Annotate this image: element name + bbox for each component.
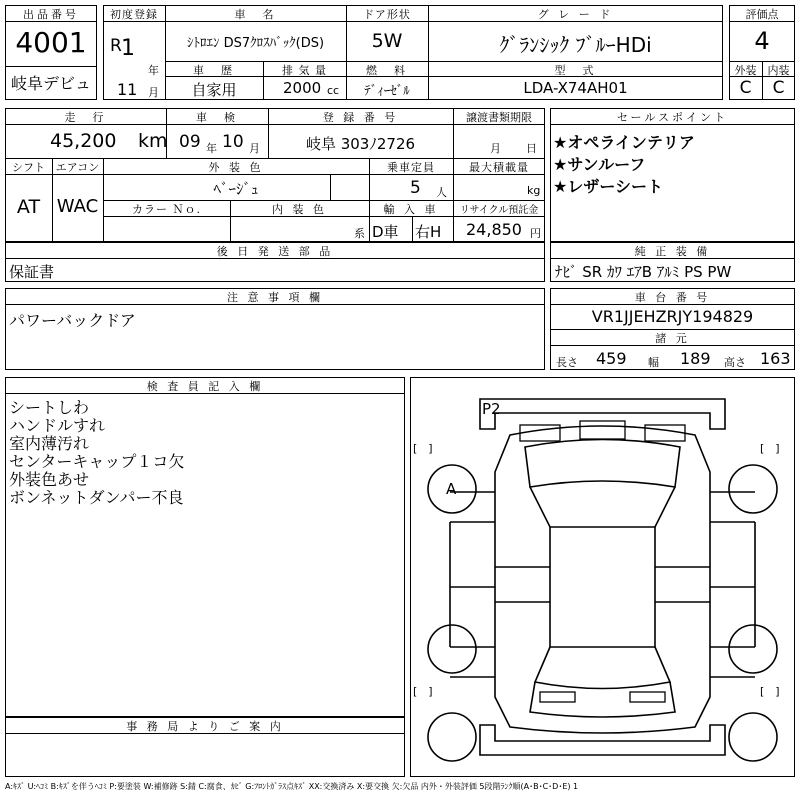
office-header: 事 務 局 よ り ご 案 内	[126, 720, 284, 733]
venue: 岐阜デビュ	[10, 74, 91, 93]
inspection-year-unit: 年	[206, 142, 217, 155]
import-header: 輸 入 車	[383, 203, 439, 216]
grade: ｸﾞﾗﾝｼｯｸ ﾌﾞﾙｰHDi	[499, 33, 652, 57]
first-reg-header: 初度登録	[110, 8, 158, 21]
inspection-year: 09	[179, 132, 201, 152]
grade-header: グ レ ー ド	[537, 8, 614, 21]
vehicle-details-box	[5, 108, 545, 242]
notes: パワーバックドア	[9, 311, 136, 330]
width: 189	[680, 349, 711, 368]
inspector-line-5: 外装色あせ	[9, 470, 90, 489]
damage-mark-p2: P2	[482, 400, 501, 418]
damage-mark-a: A	[446, 480, 457, 498]
width-label: 幅	[648, 356, 659, 369]
int-grade: C	[772, 78, 785, 98]
fuel: ﾃﾞｨｰｾﾞﾙ	[364, 84, 410, 99]
max-load-header: 最大積載量	[469, 161, 529, 174]
lot-no: 4001	[15, 26, 87, 59]
length-label: 長さ	[556, 356, 578, 369]
max-load-unit: kg	[527, 184, 541, 197]
cc-unit: cc	[327, 84, 340, 97]
recycle-unit: 円	[530, 227, 541, 240]
import-d: D車	[372, 223, 399, 241]
legend: A:ｷｽﾞ U:ﾍｺﾐ B:ｷｽﾞを伴うﾍｺﾐ P:要塗装 W:補修跡 S:錆 C:腐食、ｶﾋﾞ G:ﾌﾛﾝﾄｶﾞﾗｽ点ｷｽﾞ XX:交換済み X:要交換 欠:欠品 内外・外装評価 5段階ﾗﾝｸ順(A･B･C･D･E) 1	[5, 782, 579, 791]
bracket-right-top: [ ]	[760, 442, 780, 455]
dims-header: 諸 元	[655, 332, 690, 345]
length: 459	[596, 349, 627, 368]
transfer-header: 譲渡書類期限	[466, 111, 532, 124]
mileage-header: 走 行	[64, 111, 107, 124]
bracket-right-bottom: [ ]	[760, 685, 780, 698]
month-unit: 月	[148, 86, 159, 99]
model-header: 型 式	[554, 64, 597, 77]
interior-color-header: 内 装 色	[272, 203, 327, 216]
lot-no-header: 出品番号	[23, 8, 79, 21]
int-header: 内装	[767, 64, 790, 77]
history: 自家用	[191, 81, 237, 99]
first-reg-month: 11	[117, 80, 138, 99]
exterior-color-header: 外 装 色	[208, 161, 264, 174]
inspection-month-unit: 月	[249, 142, 260, 155]
exterior-color: ﾍﾞｰｼﾞｭ	[213, 180, 259, 198]
ac: WAC	[56, 196, 99, 217]
model: LDA-X74AH01	[523, 79, 628, 97]
sales-point-1: ★オペラインテリア	[553, 133, 695, 152]
sales-point-3: ★レザーシート	[553, 177, 664, 196]
fuel-header: 燃 料	[366, 64, 408, 77]
mileage: 45,200	[50, 130, 117, 152]
plate-header: 登 録 番 号	[322, 111, 399, 124]
equipment-header: 純 正 装 備	[634, 245, 711, 258]
ext-header: 外装	[734, 64, 757, 77]
car-diagram	[410, 377, 795, 777]
ext-grade: C	[739, 78, 752, 98]
capacity-unit: 人	[436, 186, 447, 199]
inspection-header: 車 検	[196, 111, 238, 124]
shift: AT	[16, 196, 41, 218]
inspection-month: 10	[222, 132, 244, 152]
recycle-header: リサイクル預託金	[459, 205, 539, 216]
sales-point-2: ★サンルーフ	[553, 155, 646, 174]
inspector-line-1: シートしわ	[9, 398, 90, 417]
year-unit: 年	[148, 64, 159, 77]
inspector-line-6: ボンネットダンパー不良	[9, 488, 184, 507]
transfer-month: 月	[490, 142, 501, 155]
equipment: ﾅﾋﾞ SR ｶﾜ ｴｱB ｱﾙﾐ PS PW	[555, 263, 732, 281]
color-no-header: カラー Ｎｏ.	[132, 203, 201, 216]
recycle-fee: 24,850	[466, 220, 522, 239]
door: 5W	[371, 30, 403, 52]
transfer-day: 日	[526, 142, 537, 155]
notes-header: 注 意 事 項 欄	[227, 291, 323, 304]
score: 4	[754, 27, 770, 55]
height: 163	[760, 349, 791, 368]
inspector-line-2: ハンドルすれ	[9, 416, 106, 435]
first-reg-year: 1	[121, 36, 135, 61]
later-parts-header: 後 日 発 送 部 品	[216, 245, 334, 258]
inspector-line-3: 室内薄汚れ	[9, 434, 90, 453]
sales-points-header: セールスポイント	[616, 111, 728, 124]
later-parts: 保証書	[9, 263, 55, 281]
car-name-header: 車 名	[234, 8, 277, 21]
bracket-left-top: [ ]	[413, 442, 433, 455]
bracket-left-bottom: [ ]	[413, 685, 433, 698]
shift-header: シフト	[12, 161, 45, 174]
height-label: 高さ	[724, 356, 746, 369]
capacity-header: 乗車定員	[387, 161, 435, 174]
import-r: 右H	[415, 223, 442, 241]
plate: 岐阜 303ﾉ2726	[305, 135, 416, 153]
first-reg-era: R	[110, 36, 122, 56]
displacement: 2000	[283, 79, 322, 97]
car-name: ｼﾄﾛｴﾝ DS7ｸﾛｽﾊﾞｯｸ(DS)	[186, 36, 325, 51]
interior-color-suffix: 系	[354, 227, 365, 240]
inspector-header: 検 査 員 記 入 欄	[146, 380, 264, 393]
door-header: ドア形状	[363, 8, 411, 21]
chassis-header: 車 台 番 号	[634, 291, 711, 304]
history-header: 車 歴	[193, 64, 235, 77]
km-unit: km	[138, 130, 168, 152]
score-header: 評価点	[745, 8, 779, 21]
ac-header: エアコン	[55, 161, 100, 174]
capacity: 5	[410, 178, 421, 198]
chassis-number: VR1JJEHZRJY194829	[591, 307, 754, 326]
inspector-line-4: センターキャップ１コ欠	[9, 452, 185, 471]
displacement-header: 排 気 量	[282, 64, 327, 77]
